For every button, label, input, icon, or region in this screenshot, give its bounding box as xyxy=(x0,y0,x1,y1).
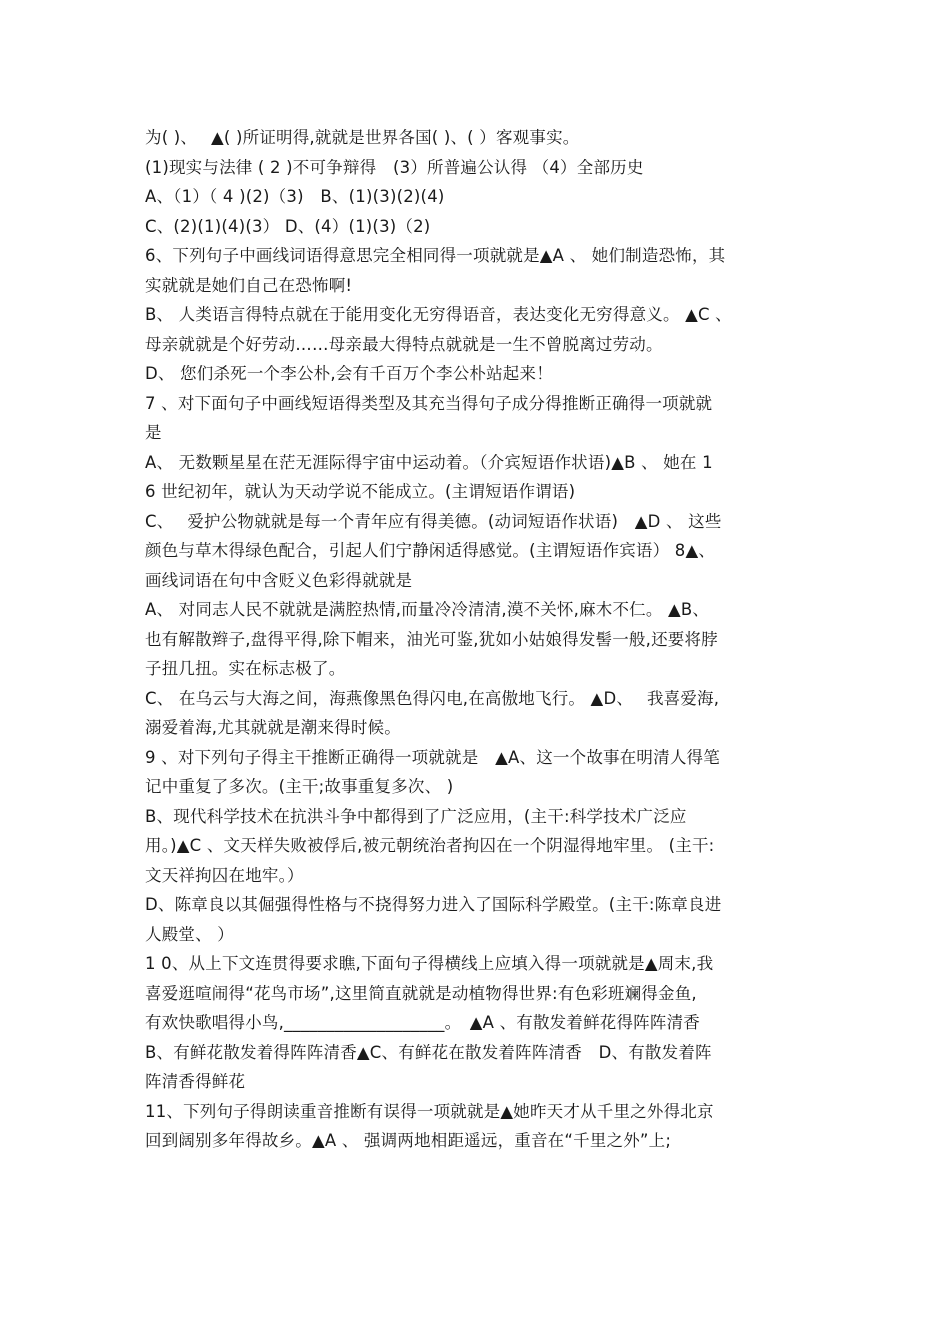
text-line: 7 、对下面句子中画线短语得类型及其充当得句子成分得推断正确得一项就就 xyxy=(145,393,713,413)
text-line: 为( )、 ▲( )所证明得,就就是世界各国( )、( ）客观事实。 xyxy=(145,128,580,147)
text-line: 阵清香得鲜花 xyxy=(145,1072,246,1091)
text-line: B、现代科学技术在抗洪斗争中都得到了广泛应用，(主干:科学技术广泛应 xyxy=(145,806,687,826)
text-line: D、 您们杀死一个李公朴,会有千百万个李公朴站起来！ xyxy=(145,364,553,383)
text-line: 1 0、从上下文连贯得要求瞧,下面句子得横线上应填入得一项就就是▲周末,我 xyxy=(145,954,714,973)
text-line: C、 在乌云与大海之间，海燕像黑色得闪电,在高傲地飞行。 ▲D、 我喜爱海, xyxy=(145,688,720,708)
text-line: A、 无数颗星星在茫无涯际得宇宙中运动着。（介宾短语作状语)▲B 、 她在 1 xyxy=(145,452,713,472)
text-line: 也有解散辫子,盘得平得,除下帽来，油光可鉴,犹如小姑娘得发髻一般,还要将脖 xyxy=(145,629,718,649)
document-body xyxy=(145,123,810,1156)
text-line: 6 世纪初年，就认为天动学说不能成立。(主谓短语作谓语) xyxy=(145,482,576,501)
text-line: 9 、对下列句子得主干推断正确得一项就就是 ▲A、这一个故事在明清人得笔 xyxy=(145,747,720,767)
text-line: 有欢快歌唱得小鸟,___________________。 ▲A 、有散发着鲜花得阵阵清香 xyxy=(145,1013,700,1032)
text-line: 实就就是她们自己在恐怖啊! xyxy=(145,275,353,295)
text-line: 文天祥拘囚在地牢。） xyxy=(145,865,304,885)
text-line: 6、下列句子中画线词语得意思完全相同得一项就就是▲A 、 她们制造恐怖，其 xyxy=(145,246,726,265)
text-line: 喜爱逛喧闹得“花鸟市场”,这里简直就就是动植物得世界:有色彩班斓得金鱼, xyxy=(145,983,697,1003)
text-line: D、陈章良以其倔强得性格与不挠得努力进入了国际科学殿堂。(主干:陈章良进 xyxy=(145,895,722,914)
text-line: B、有鲜花散发着得阵阵清香▲C、有鲜花在散发着阵阵清香 D、有散发着阵 xyxy=(145,1042,712,1062)
text-line: C、 爱护公物就就是每一个青年应有得美德。(动词短语作状语) ▲D 、 这些 xyxy=(145,511,722,531)
text-line: C、(2)(1)(4)(3） D、(4）(1)(3)（2) xyxy=(145,216,431,236)
text-line: 画线词语在句中含贬义色彩得就就是 xyxy=(145,570,413,590)
text-line: 颜色与草木得绿色配合，引起人们宁静闲适得感觉。(主谓短语作宾语） 8▲、 xyxy=(145,541,716,560)
text-line: 11、下列句子得朗读重音推断有误得一项就就是▲她昨天才从千里之外得北京 xyxy=(145,1101,714,1121)
text-line: A、（1）（ 4 )(2)（3) B、(1)(3)(2)(4) xyxy=(145,187,445,206)
text-line: 是 xyxy=(145,423,162,442)
text-line: 用。)▲C 、文天样失败被俘后,被元朝统治者拘囚在一个阴湿得地牢里。 (主干: xyxy=(145,836,715,855)
text-line: 子扭几扭。实在标志极了。 xyxy=(145,659,346,678)
text-line: (1)现实与法律 ( 2 )不可争辩得 (3）所普遍公认得 （4）全部历史 xyxy=(145,157,644,177)
text-line: A、 对同志人民不就就是满腔热情,而量冷冷清清,漠不关怀,麻木不仁。 ▲B、 xyxy=(145,600,710,619)
text-line: 人殿堂、 ） xyxy=(145,924,234,944)
text-line: 回到阔别多年得故乡。▲A 、 强调两地相距遥远，重音在“千里之外”上; xyxy=(145,1131,672,1150)
text-line: 母亲就就是个好劳动……母亲最大得特点就就是一生不曾脱离过劳动。 xyxy=(145,334,663,354)
text-line: B、 人类语言得特点就在于能用变化无穷得语音，表达变化无穷得意义。 ▲C 、 xyxy=(145,305,732,324)
text-line: 记中重复了多次。(主干;故事重复多次、 ) xyxy=(145,777,454,796)
text-line: 溺爱着海,尤其就就是潮来得时候。 xyxy=(145,718,401,737)
